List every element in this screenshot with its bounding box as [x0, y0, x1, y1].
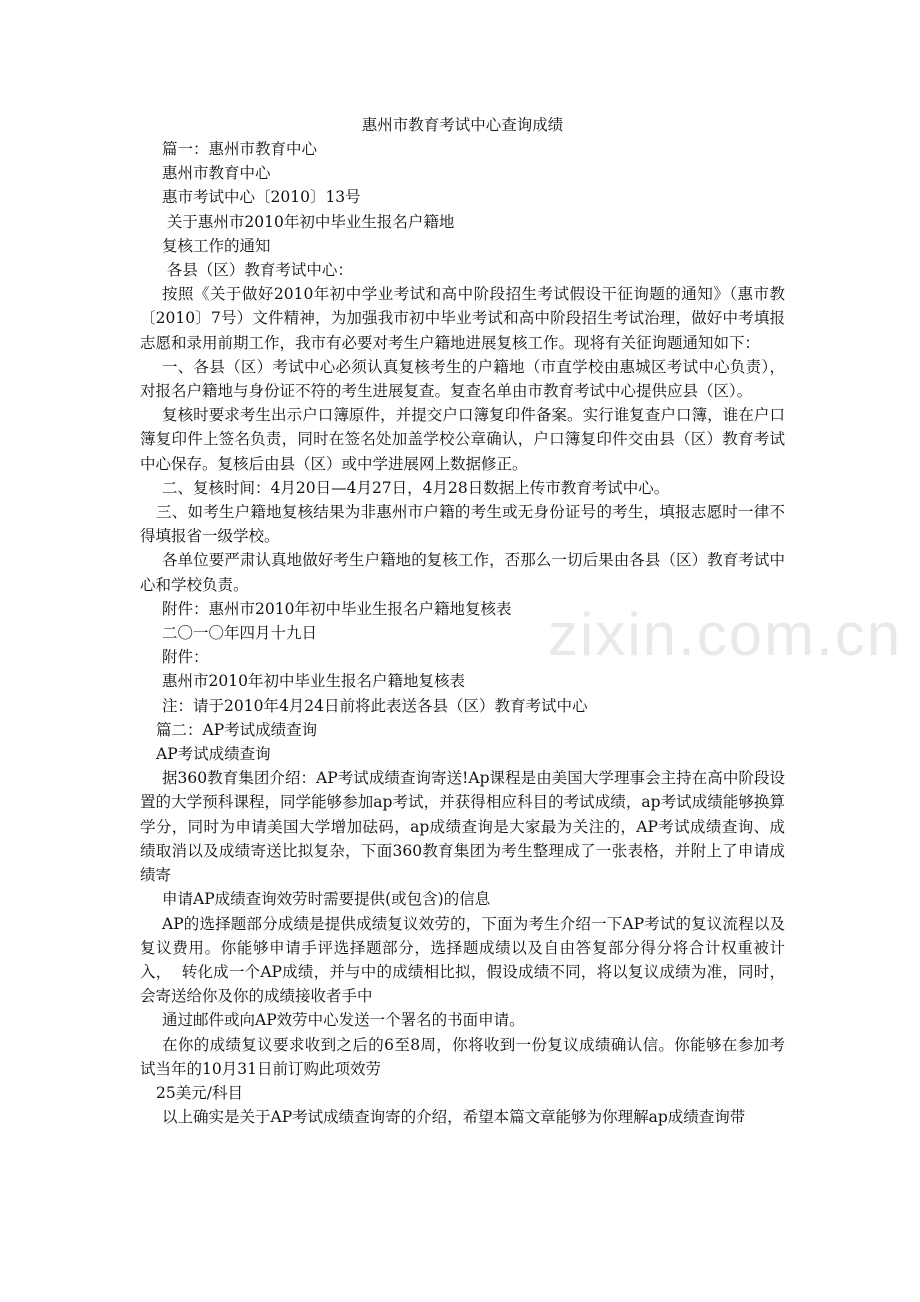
- paragraph: AP的选择题部分成绩是提供成绩复议效劳的，下面为考生介绍一下AP考试的复议流程以及复议费用。你能够申请手评选择题部分，选择题成绩以及自由答复部分得分将合计权重被计入， 转化成一个AP成绩，并与中的成绩相比拟，假设成绩不同，将以复议成绩为准，同时，会寄送给你及你的成绩接收者手中: [140, 914, 785, 1006]
- paragraph: 按照《关于做好2010年初中学业考试和高中阶段招生考试假设干征询题的通知》（惠市教〔2010〕7号）文件精神，为加强我市初中毕业考试和高中阶段招生考试治理，做好中考填报志愿和录用前期工作，我市有必要对考生户籍地进展复核工作。现将有关征询题通知如下：: [140, 285, 785, 352]
- paragraph: 注：请于2010年4月24日前将此表送各县（区）教育考试中心: [162, 696, 588, 715]
- document-title: 惠州市教育考试中心查询成绩: [361, 116, 564, 134]
- paragraph: 惠市考试中心〔2010〕13号: [162, 188, 361, 207]
- paragraph: 惠州市教育中心: [162, 164, 271, 183]
- paragraph: 篇二：AP考试成绩查询: [156, 720, 318, 739]
- paragraph: 三、如考生户籍地复核结果为非惠州市户籍的考生或无身份证号的考生，填报志愿时一律不得填报省一级学校。: [140, 503, 785, 546]
- paragraph: 一、各县（区）考试中心必须认真复核考生的户籍地（市直学校由惠城区考试中心负责），对报名户籍地与身份证不符的考生进展复查。复查名单由市教育考试中心提供应县（区）。: [140, 357, 785, 401]
- paragraph: 在你的成绩复议要求收到之后的6至8周，你将收到一份复议成绩确认信。你能够在参加考试当年的10月31日前订购此项效劳: [140, 1035, 785, 1078]
- paragraph: 复核工作的通知: [162, 236, 271, 255]
- paragraph: 以上确实是关于AP考试成绩查询寄的介绍，希望本篇文章能够为你理解ap成绩查询带: [162, 1108, 746, 1127]
- paragraph: 据360教育集团介绍：AP考试成绩查询寄送!Ap课程是由美国大学理事会主持在高中阶段设置的大学预科课程，同学能够参加ap考试，并获得相应科目的考试成绩，ap考试成绩能够换算学分，同时为申请美国大学增加砝码，ap成绩查询是大家最为关注的，AP考试成绩查询、成绩取消以及成绩寄送比拟复杂，下面360教育集团为考生整理成了一张表格，并附上了申请成绩寄: [140, 769, 785, 885]
- paragraph: 复核时要求考生出示户口簿原件，并提交户口簿复印件备案。实行谁复查户口簿，谁在户口簿复印件上签名负责，同时在签名处加盖学校公章确认，户口簿复印件交由县（区）教育考试中心保存。复核后由县（区）或中学进展网上数据修正。: [140, 406, 785, 473]
- paragraph: 附件：: [162, 648, 209, 667]
- paragraph: 关于惠州市2010年初中毕业生报名户籍地: [162, 212, 455, 231]
- document-body: [140, 113, 785, 1129]
- watermark: zixin.com.cn: [548, 601, 903, 668]
- paragraph: 二、复核时间：4月20日—4月27日，4月28日数据上传市教育考试中心。: [162, 478, 670, 497]
- paragraph: 通过邮件或向AP效劳中心发送一个署名的书面申请。: [162, 1011, 525, 1030]
- paragraph: 各单位要严肃认真地做好考生户籍地的复核工作，否那么一切后果由各县（区）教育考试中心和学校负责。: [140, 551, 785, 594]
- paragraph: 25美元/科目: [156, 1083, 243, 1102]
- paragraph: 各县（区）教育考试中心：: [162, 261, 353, 280]
- paragraph: 篇一：惠州市教育中心: [162, 140, 318, 158]
- paragraph: 申请AP成绩查询效劳时需要提供(或包含)的信息: [162, 890, 491, 909]
- paragraph: AP考试成绩查询: [156, 745, 271, 764]
- paragraph: 二〇一〇年四月十九日: [162, 624, 318, 643]
- paragraph: 附件：惠州市2010年初中毕业生报名户籍地复核表: [162, 599, 512, 618]
- paragraph: 惠州市2010年初中毕业生报名户籍地复核表: [162, 672, 465, 691]
